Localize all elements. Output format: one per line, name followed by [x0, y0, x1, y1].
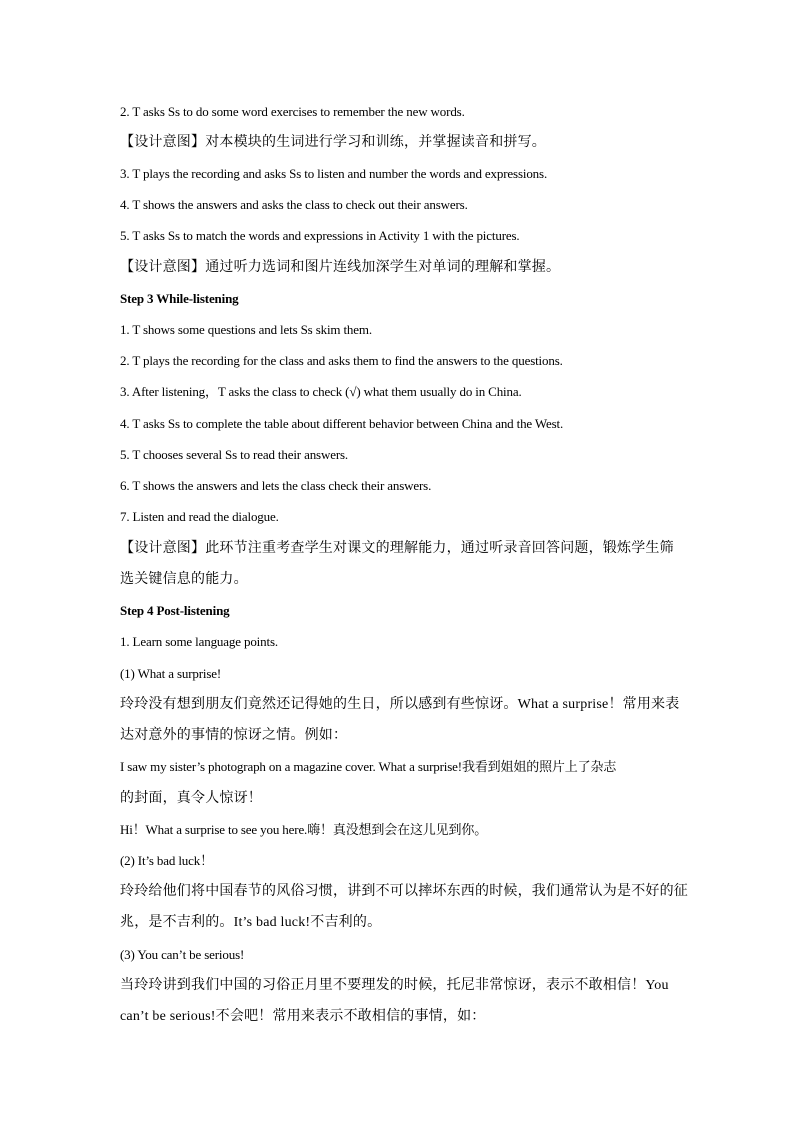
paragraph-line: 3. After listening，T asks the class to check (√) what them usually do in China.: [120, 384, 522, 399]
design-intent-line: 选关键信息的能力。: [120, 572, 248, 587]
paragraph-line: (3) You can’t be serious!: [120, 947, 245, 962]
paragraph-line: 3. T plays the recording and asks Ss to listen and number the words and expressions.: [120, 166, 548, 181]
paragraph-line: can’t be serious!不会吧！常用来表示不敢相信的事情，如：: [120, 1009, 486, 1024]
paragraph-line: 6. T shows the answers and lets the class check their answers.: [120, 478, 432, 493]
paragraph-line: 玲玲给他们将中国春节的风俗习惯，讲到不可以摔坏东西的时候，我们通常认为是不好的征: [120, 884, 688, 899]
paragraph-line: 5. T chooses several Ss to read their answers.: [120, 447, 349, 462]
paragraph-line: Hi！What a surprise to see you here.嗨！真没想到会在这儿见到你。: [120, 822, 488, 837]
paragraph-line: 1. Learn some language points.: [120, 634, 278, 649]
paragraph-line: 的封面，真令人惊讶！: [120, 791, 262, 806]
design-intent-line: 【设计意图】通过听力选词和图片连线加深学生对单词的理解和掌握。: [120, 260, 561, 275]
paragraph-line: 5. T asks Ss to match the words and expressions in Activity 1 with the pictures.: [120, 228, 520, 243]
paragraph-line: 达对意外的事情的惊讶之情。例如：: [120, 728, 348, 743]
design-intent-line: 【设计意图】此环节注重考查学生对课文的理解能力，通过听录音回答问题，锻炼学生筛: [120, 541, 674, 556]
paragraph-line: 1. T shows some questions and lets Ss skim them.: [120, 322, 372, 337]
paragraph-line: 4. T asks Ss to complete the table about different behavior between China and the West.: [120, 416, 564, 431]
paragraph-line: (1) What a surprise!: [120, 666, 222, 681]
paragraph-line: I saw my sister’s photograph on a magazine cover. What a surprise!我看到姐姐的照片上了杂志: [120, 759, 617, 774]
section-heading: Step 4 Post-listening: [120, 603, 230, 618]
paragraph-line: 7. Listen and read the dialogue.: [120, 509, 279, 524]
design-intent-line: 【设计意图】对本模块的生词进行学习和训练，并掌握读音和拼写。: [120, 135, 546, 150]
paragraph-line: 兆，是不吉利的。It’s bad luck!不吉利的。: [120, 915, 382, 930]
paragraph-line: 2. T plays the recording for the class and asks them to find the answers to the questions.: [120, 353, 563, 368]
paragraph-line: 当玲玲讲到我们中国的习俗正月里不要理发的时候，托尼非常惊讶，表示不敢相信！You: [120, 978, 669, 993]
paragraph-line: 4. T shows the answers and asks the class to check out their answers.: [120, 197, 468, 212]
paragraph-line: 2. T asks Ss to do some word exercises to remember the new words.: [120, 104, 465, 119]
paragraph-line: 玲玲没有想到朋友们竟然还记得她的生日，所以感到有些惊讶。What a surprise！常用来表: [120, 697, 680, 712]
paragraph-line: (2) It’s bad luck！: [120, 853, 213, 868]
section-heading: Step 3 While-listening: [120, 291, 239, 306]
